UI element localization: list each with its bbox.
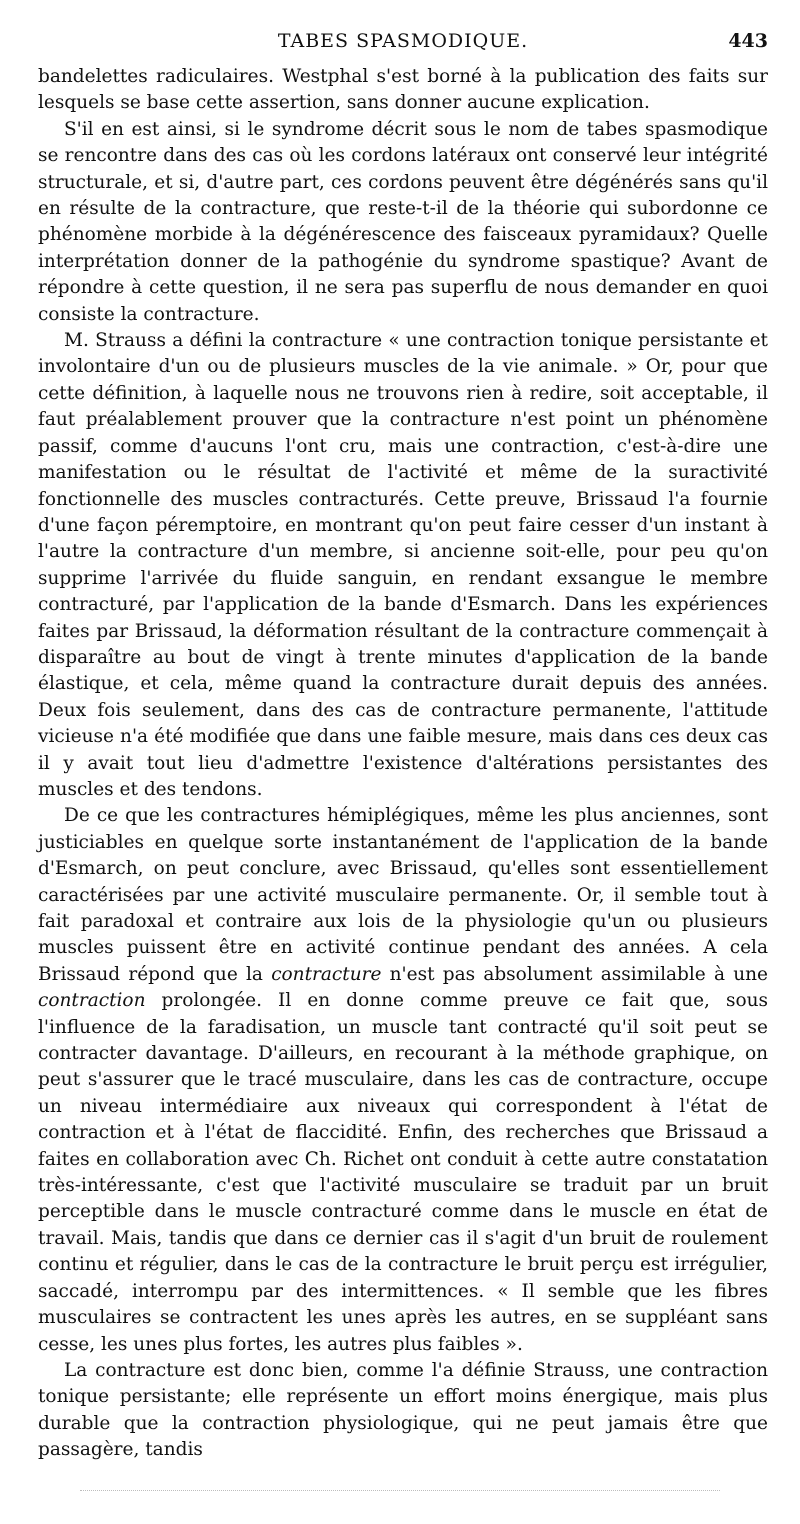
paragraph-5: La contracture est donc bien, comme l'a définie Strauss, une contraction tonique persistante; elle représente un effort moins énergique, mais plus durable que la contraction physiologique, qui ne peut jamais être que passagère, tandis (38, 1359, 768, 1461)
scan-noise-divider (80, 1490, 720, 1491)
body-text (38, 64, 768, 1464)
paragraph-4-seg-4: prolongée. Il en donne comme preuve ce fait que, sous l'influence de la faradisation, un muscle tant contracté qu'il soit peut se contracter davantage. D'ailleurs, en recourant à la méthode graphique, on peut s'assurer que le tracé musculaire, dans les cas de contracture, occupe un niveau intermédiaire aux niveaux qui correspondent à l'état de contraction et à l'état de flaccidité. Enfin, des recherches que Brissaud a faites en collaboration avec Ch. Richet ont conduit à cette autre constatation très-intéressante, c'est que l'activité musculaire se traduit par un bruit perceptible dans le muscle contracturé comme dans le muscle en état de travail. Mais, tandis que dans ce dernier cas il s'agit d'un bruit de roulement continu et régulier, dans le cas de la contracture le bruit perçu est irrégulier, saccadé, interrompu par des intermittences. « Il semble que les fibres musculaires se contractent les unes après les autres, en se suppléant sans cesse, les unes plus fortes, les autres plus faibles ». (38, 990, 768, 1355)
paragraph-1: bandelettes radiculaires. Westphal s'est borné à la publication des faits sur lesquels se base cette assertion, sans donner aucune explication. (38, 66, 768, 114)
paragraph-4-seg-2: n'est pas absolument assimilable à une (381, 963, 768, 985)
page-number: 443 (728, 30, 768, 52)
paragraph-2: S'il en est ainsi, si le syndrome décrit sous le nom de tabes spasmodique se rencontre dans des cas où les cordons latéraux ont conservé leur intégrité structurale, et si, d'autre part, ces cordons peuvent être dégénérés sans qu'il en résulte de la contracture, que reste-t-il de la théorie qui subordonne ce phénomène morbide à la dégénérescence des faisceaux pyramidaux? Quelle interprétation donner de la pathogénie du syndrome spastique? Avant de répondre à cette question, il ne sera pas superflu de nous demander en quoi consiste la contracture. (38, 118, 768, 325)
paragraph-4 (38, 803, 768, 1358)
paragraph-4-italic-contracture: contracture (271, 963, 382, 985)
paragraph-4-seg-0: De ce que les contractures hémiplégiques, même les plus anciennes, sont justiciables en quelque sorte instantanément de l'application de la bande d'Esmarch, on peut conclure, avec Brissaud, qu'elles sont essentiellement caractérisées par une activité musculaire permanente. Or, il semble tout à fait paradoxal et contraire aux lois de la physiologie qu'un ou plusieurs muscles puissent être en activité continue pendant des années. A cela Brissaud répond que la (38, 805, 768, 985)
running-title: TABES SPASMODIQUE. (277, 30, 529, 52)
page-header (38, 30, 768, 60)
paragraph-3: M. Strauss a défini la contracture « une contraction tonique persistante et involontaire d'un ou de plusieurs muscles de la vie animale. » Or, pour que cette définition, à laquelle nous ne trouvons rien à redire, soit acceptable, il faut préalablement prouver que la contracture n'est point un phénomène passif, comme d'aucuns l'ont cru, mais une contraction, c'est-à-dire une manifestation ou le résultat de l'activité et même de la suractivité fonctionnelle des muscles contracturés. Cette preuve, Brissaud l'a fournie d'une façon péremptoire, en montrant qu'on peut faire cesser d'un instant à l'autre la contracture d'un membre, si ancienne soit-elle, pour peu qu'on supprime l'arrivée du fluide sanguin, en rendant exsangue le membre contracturé, par l'application de la bande d'Esmarch. Dans les expériences faites par Brissaud, la déformation résultant de la contracture commençait à disparaître au bout de vingt à trente minutes d'application de la bande élastique, et cela, même quand la contracture durait depuis des années. Deux fois seulement, dans des cas de contracture permanente, l'attitude vicieuse n'a été modifiée que dans une faible mesure, mais dans ces deux cas il y avait tout lieu d'admettre l'existence d'altérations persistantes des muscles et des tendons. (38, 330, 768, 800)
paragraph-4-italic-contraction: contraction (38, 990, 146, 1012)
